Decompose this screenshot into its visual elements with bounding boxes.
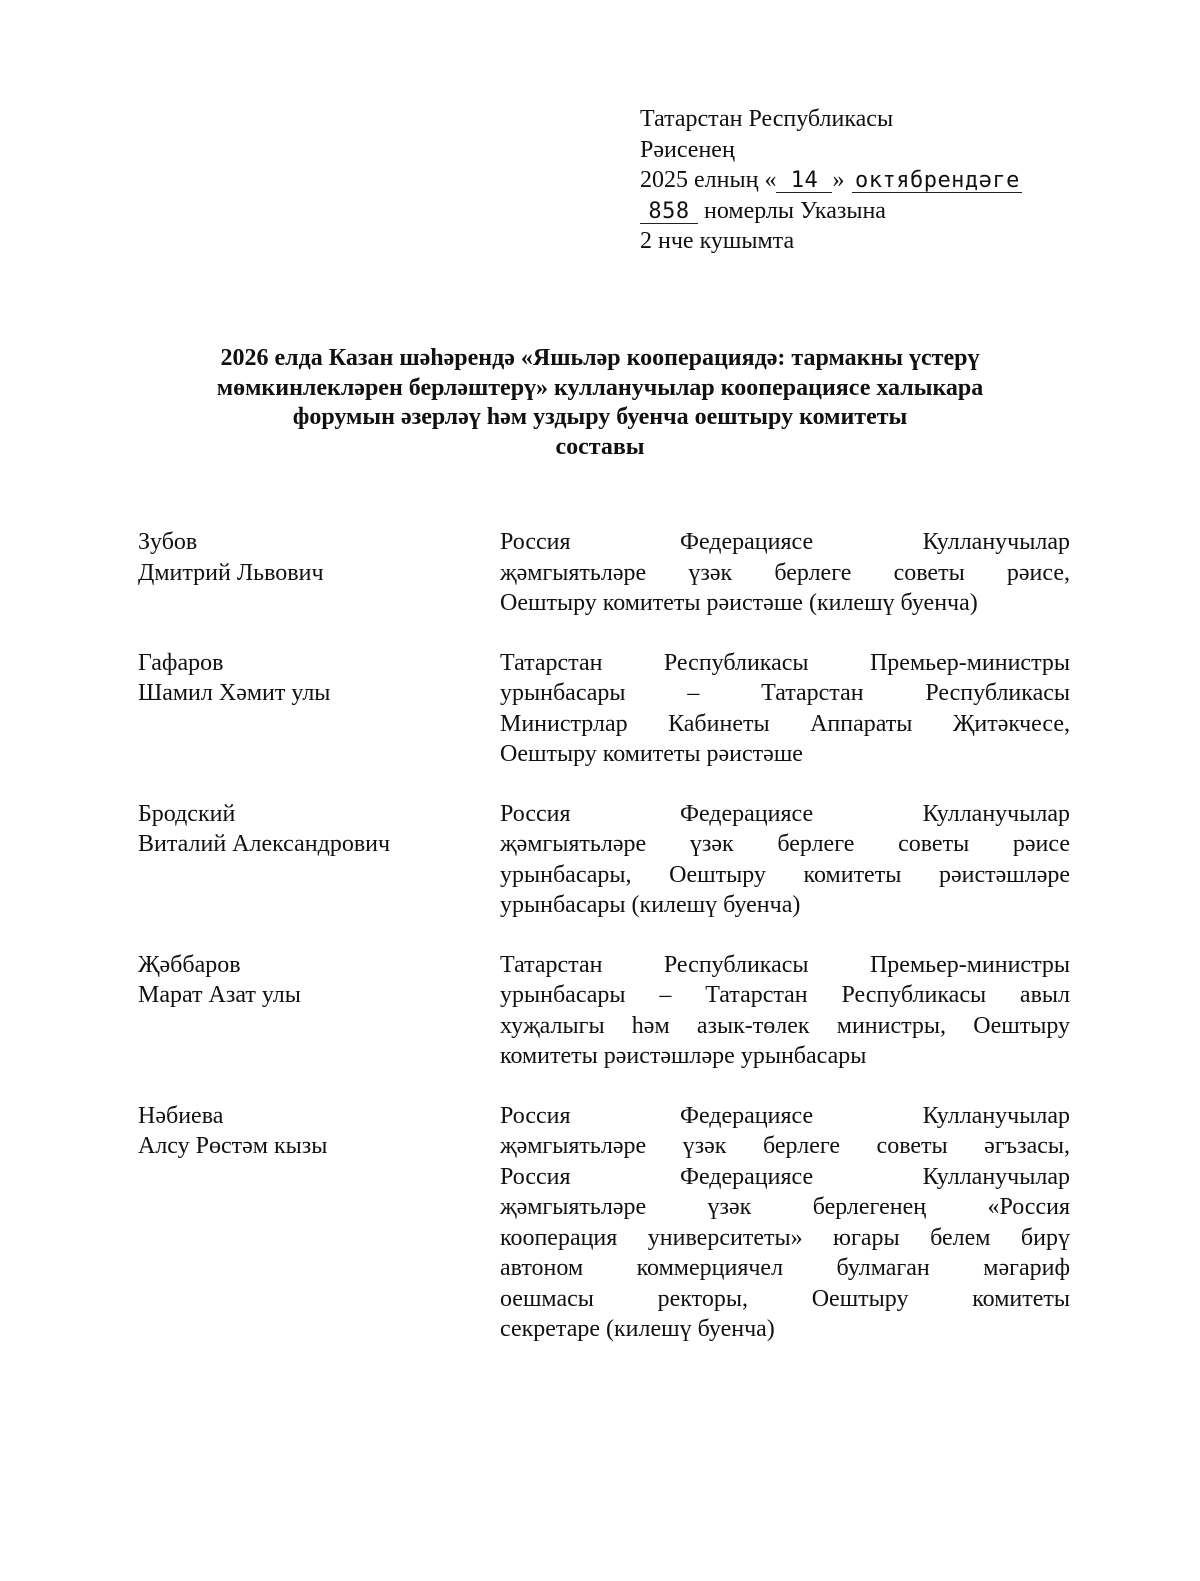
member-role	[500, 1101, 1070, 1345]
member-name	[138, 950, 500, 1072]
document-title	[130, 344, 1070, 462]
role-line: Татарстан Республикасы Премьер-министры	[500, 649, 1070, 676]
title-line: составы	[555, 433, 645, 460]
decree-month: октябрендәге	[852, 170, 1022, 193]
member-entry	[138, 799, 1070, 921]
member-entry	[138, 648, 1070, 770]
role-line: автоном коммерциячел булмаган мәгариф	[500, 1255, 1070, 1281]
member-role	[500, 527, 1070, 619]
role-line: Министрлар Кабинеты Аппараты Җитәкчесе,	[500, 710, 1070, 737]
role-line: җәмгыятьләре үзәк берлеге советы әгъзасы,	[500, 1133, 1070, 1159]
header-quote-close: »	[832, 167, 845, 193]
header-date-line	[640, 165, 1120, 196]
role-line: җәмгыятьләре үзәк берлеге советы рәисе,	[500, 559, 1070, 586]
member-given-name: Дмитрий Львович	[138, 559, 324, 586]
member-surname: Зубов	[138, 529, 198, 555]
header-republic: Татарстан Республикасы	[640, 106, 894, 132]
role-line: Оештыру комитеты рәистәше	[500, 741, 803, 767]
role-line: оешмасы ректоры, Оештыру комитеты	[500, 1285, 1070, 1312]
role-line: секретаре (килешү буенча)	[500, 1316, 775, 1342]
role-line: урынбасары (килешү буенча)	[500, 892, 801, 918]
member-entry	[138, 1101, 1070, 1345]
role-line: Россия Федерациясе Кулланучылар	[500, 800, 1070, 827]
header-number-line	[640, 196, 1120, 227]
role-line: урынбасары – Татарстан Республикасы	[500, 680, 1070, 706]
member-entry	[138, 950, 1070, 1072]
committee-members-list	[138, 527, 1070, 1374]
member-name	[138, 527, 500, 619]
member-role	[500, 950, 1070, 1072]
title-line: форумын әзерләү һәм уздыру буенча оештыру комитеты	[292, 404, 908, 430]
member-surname: Бродский	[138, 800, 236, 827]
member-given-name: Виталий Александрович	[138, 831, 391, 857]
member-name	[138, 648, 500, 770]
role-line: Татарстан Республикасы Премьер-министры	[500, 951, 1070, 978]
member-role	[500, 648, 1070, 770]
member-name	[138, 1101, 500, 1345]
header-year-prefix: 2025 елның «	[640, 167, 777, 193]
member-name	[138, 799, 500, 921]
role-line: Россия Федерациясе Кулланучылар	[500, 529, 1070, 555]
appendix-header	[640, 104, 1120, 257]
header-appendix-number: 2 нче кушымта	[640, 228, 795, 254]
member-entry	[138, 527, 1070, 619]
role-line: урынбасары, Оештыру комитеты рәистәшләре	[500, 861, 1070, 888]
header-decree-suffix: номерлы Указына	[704, 197, 886, 224]
role-line: кооперация университеты» югары белем бирү	[500, 1224, 1070, 1251]
role-line: урынбасары – Татарстан Республикасы авыл	[500, 982, 1070, 1008]
decree-day: 14	[776, 170, 832, 193]
role-line: хуҗалыгы һәм азык-төлек министры, Оештыру	[500, 1012, 1070, 1039]
member-surname: Җәббаров	[138, 951, 241, 978]
header-president: Рәисенең	[640, 136, 735, 163]
member-surname: Гафаров	[138, 649, 224, 676]
role-line: җәмгыятьләре үзәк берлегенең «Россия	[500, 1194, 1070, 1220]
title-line: мөмкинлекләрен берләштерү» кулланучылар кооперациясе халыкара	[216, 374, 984, 401]
role-line: Оештыру комитеты рәистәше (килешү буенча)	[500, 590, 978, 616]
decree-number: 858	[640, 201, 698, 224]
role-line: җәмгыятьләре үзәк берлеге советы рәисе	[500, 831, 1070, 857]
role-line: Россия Федерациясе Кулланучылар	[500, 1102, 1070, 1129]
member-surname: Нәбиева	[138, 1102, 224, 1129]
role-line: комитеты рәистәшләре урынбасары	[500, 1043, 867, 1069]
member-given-name: Шамил Хәмит улы	[138, 680, 331, 706]
member-role	[500, 799, 1070, 921]
member-given-name: Алсу Рөстәм кызы	[138, 1133, 328, 1159]
title-line: 2026 елда Казан шәһәрендә «Яшьләр кооперациядә: тармакны үстерү	[220, 345, 980, 371]
role-line: Россия Федерациясе Кулланучылар	[500, 1163, 1070, 1190]
member-given-name: Марат Азат улы	[138, 982, 301, 1008]
